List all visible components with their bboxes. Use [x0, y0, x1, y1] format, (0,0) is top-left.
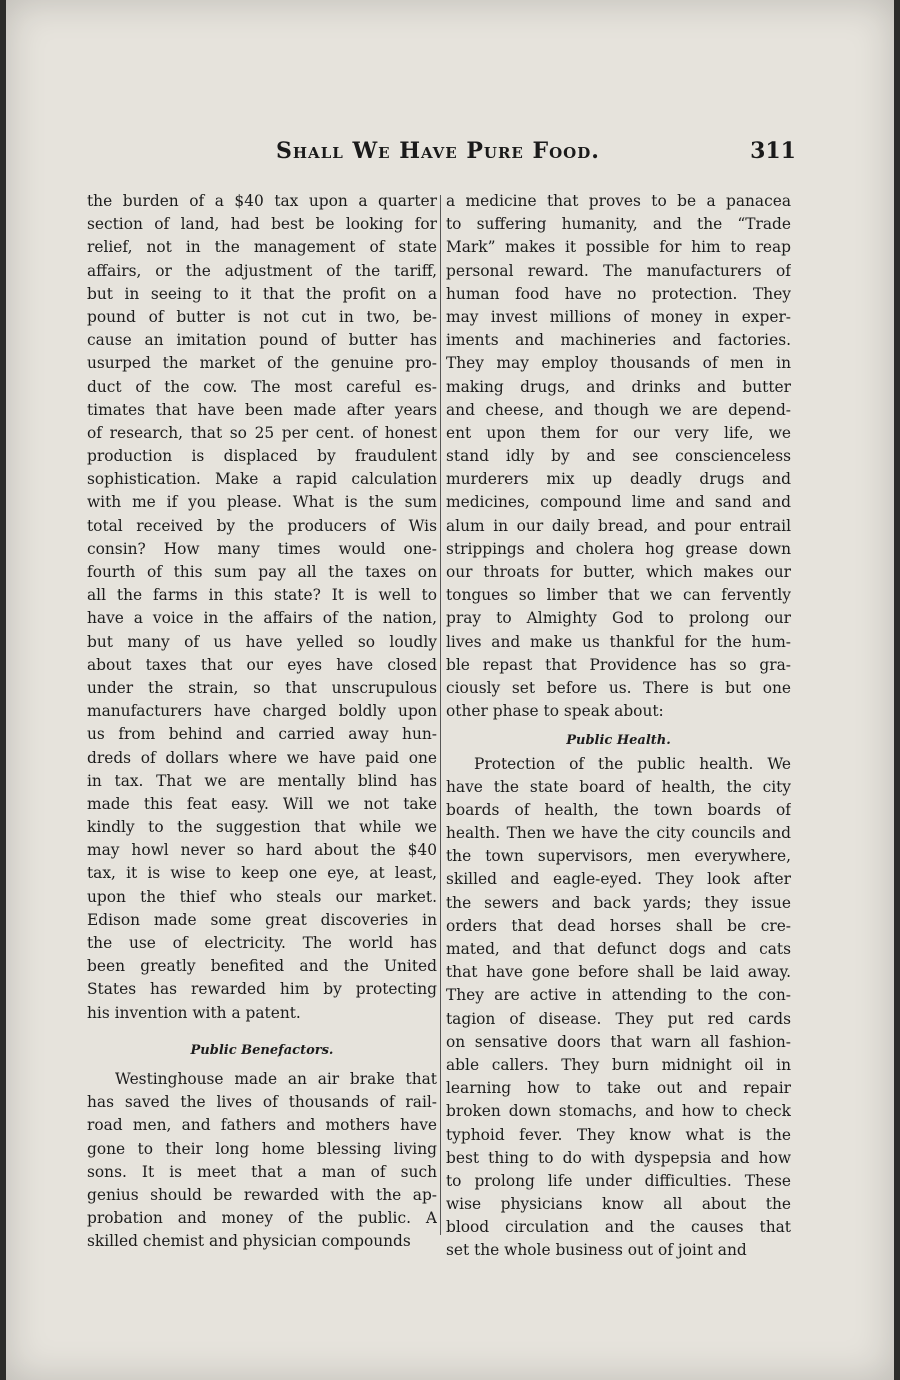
- text-line: mated, and that defunct dogs and cats: [446, 940, 791, 958]
- text-line: about taxes that our eyes have closed: [87, 655, 437, 674]
- text-line: timates that have been made after years: [87, 400, 437, 419]
- text-line: ent upon them for our very life, we: [446, 423, 791, 442]
- text-line: usurped the market of the genuine pro-: [87, 354, 437, 373]
- text-line: duct of the cow. The most careful es-: [87, 377, 437, 396]
- text-line: under the strain, so that unscrupulous: [87, 678, 437, 697]
- text-line: have a voice in the affairs of the nation,: [87, 609, 437, 628]
- text-line: all the farms in this state? It is well to: [87, 586, 437, 605]
- text-line: best thing to do with dyspepsia and how: [446, 1148, 791, 1167]
- text-line: to suffering humanity, and the “Trade: [446, 215, 791, 234]
- text-line: manufacturers have charged boldly upon: [87, 702, 437, 721]
- text-line: probation and money of the public. A: [87, 1209, 437, 1228]
- text-line: human food have no protection. They: [446, 284, 791, 303]
- text-line: consin? How many times would one-: [87, 539, 437, 558]
- text-line: They may employ thousands of men in: [446, 354, 791, 373]
- text-line: orders that dead horses shall be cre-: [446, 916, 791, 935]
- subheading-public-benefactors: Public Benefactors.: [190, 1042, 334, 1058]
- text-line: affairs, or the adjustment of the tariff,: [87, 261, 437, 280]
- text-line: road men, and fathers and mothers have: [87, 1116, 437, 1135]
- text-line: murderers mix up deadly drugs and: [446, 470, 791, 489]
- text-line: kindly to the suggestion that while we: [87, 818, 437, 837]
- text-line: other phase to speak about:: [446, 702, 664, 721]
- text-line: States has rewarded him by protecting: [87, 980, 437, 999]
- text-line: total received by the producers of Wis: [87, 516, 437, 535]
- text-line: alum in our daily bread, and pour entrail: [446, 516, 791, 535]
- text-line: They are active in attending to the con-: [446, 986, 791, 1005]
- right-column: [446, 190, 791, 1263]
- text-line: fourth of this sum pay all the taxes on: [87, 563, 437, 581]
- text-line: sophistication. Make a rapid calculation: [87, 470, 437, 489]
- text-line: pound of butter is not cut in two, be-: [87, 307, 437, 326]
- text-line: but in seeing to it that the profit on a: [87, 284, 437, 303]
- text-line: wise physicians know all about the: [446, 1195, 791, 1214]
- text-line: the sewers and back yards; they issue: [446, 893, 791, 912]
- text-line: in tax. That we are mentally blind has: [87, 771, 437, 790]
- page-number: 311: [750, 138, 796, 164]
- spacer: [87, 1025, 437, 1039]
- text-line: set the whole business out of joint and: [446, 1241, 747, 1260]
- text-line: tagion of disease. They put red cards: [446, 1009, 791, 1028]
- text-line: the town supervisors, men everywhere,: [446, 847, 791, 866]
- text-line: us from behind and carried away hun-: [87, 725, 437, 744]
- text-line: the use of electricity. The world has: [87, 934, 437, 952]
- text-line: boards of health, the town boards of: [446, 800, 791, 819]
- text-line: upon the thief who steals our market.: [87, 887, 437, 906]
- text-line: gone to their long home blessing living: [87, 1139, 437, 1158]
- text-line: but many of us have yelled so loudly: [87, 632, 437, 651]
- text-line: strippings and cholera hog grease down: [446, 539, 791, 558]
- text-line: section of land, had best be looking for: [87, 215, 437, 234]
- subheading-public-health: Public Health.: [566, 733, 671, 749]
- text-line: dreds of dollars where we have paid one: [87, 748, 437, 767]
- left-paragraph-2: [87, 1068, 437, 1254]
- scan-border-right: [894, 0, 900, 1380]
- text-line: health. Then we have the city councils and: [446, 824, 791, 843]
- text-line: lives and make us thankful for the hum-: [446, 632, 791, 651]
- text-line: and cheese, and though we are depend-: [446, 400, 791, 419]
- text-line: pray to Almighty God to prolong our: [446, 609, 791, 628]
- text-line: broken down stomachs, and how to check: [446, 1102, 791, 1121]
- text-line: production is displaced by fraudulent: [87, 447, 437, 466]
- text-line: tax, it is wise to keep one eye, at least,: [87, 864, 437, 883]
- text-line: able callers. They burn midnight oil in: [446, 1055, 791, 1074]
- text-line: been greatly benefited and the United: [87, 957, 437, 976]
- text-line: on sensative doors that warn all fashion-: [446, 1032, 791, 1051]
- text-line: a medicine that proves to be a panacea: [446, 192, 791, 210]
- page-header: [276, 138, 796, 172]
- text-line: blood circulation and the causes that: [446, 1218, 791, 1237]
- text-line: to prolong life under difficulties. These: [446, 1171, 791, 1190]
- text-line: Mark” makes it possible for him to reap: [446, 238, 791, 257]
- text-line: learning how to take out and repair: [446, 1079, 791, 1098]
- text-line: the burden of a $40 tax upon a quarter: [87, 192, 437, 210]
- right-paragraph-1: [446, 190, 791, 723]
- text-line: tongues so limber that we can fervently: [446, 586, 791, 605]
- running-title: Shall We Have Pure Food.: [276, 138, 600, 164]
- text-line: Protection of the public health. We: [474, 754, 791, 773]
- text-line: personal reward. The manufacturers of: [446, 261, 791, 280]
- text-line: medicines, compound lime and sand and: [446, 493, 791, 512]
- text-line: ble repast that Providence has so gra-: [446, 655, 791, 674]
- text-line: skilled chemist and physician compounds: [87, 1232, 411, 1251]
- text-line: his invention with a patent.: [87, 1003, 301, 1022]
- text-line: making drugs, and drinks and butter: [446, 377, 791, 396]
- text-line: of research, that so 25 per cent. of honest: [87, 423, 437, 442]
- text-line: has saved the lives of thousands of rail-: [87, 1093, 437, 1112]
- left-column: [87, 190, 437, 1253]
- text-line: skilled and eagle-eyed. They look after: [446, 870, 791, 889]
- text-line: genius should be rewarded with the ap-: [87, 1185, 437, 1204]
- text-line: that have gone before shall be laid away.: [446, 963, 791, 982]
- text-line: cause an imitation pound of butter has: [87, 331, 437, 350]
- text-line: ciously set before us. There is but one: [446, 678, 791, 697]
- text-line: made this feat easy. Will we not take: [87, 794, 437, 813]
- text-line: stand idly by and see conscienceless: [446, 447, 791, 466]
- left-paragraph-1: [87, 190, 437, 1025]
- text-line: may invest millions of money in exper-: [446, 307, 791, 326]
- text-line: may howl never so hard about the $40: [87, 841, 437, 860]
- text-line: relief, not in the management of state: [87, 238, 437, 257]
- text-line: sons. It is meet that a man of such: [87, 1162, 437, 1181]
- text-line: Edison made some great discoveries in: [87, 910, 437, 929]
- text-line: have the state board of health, the city: [446, 777, 791, 796]
- text-line: typhoid fever. They know what is the: [446, 1125, 791, 1144]
- column-divider: [440, 195, 441, 1235]
- right-paragraph-2: [446, 753, 791, 1263]
- text-line: iments and machineries and factories.: [446, 331, 791, 350]
- text-line: Westinghouse made an air brake that: [115, 1069, 437, 1088]
- text-line: with me if you please. What is the sum: [87, 493, 437, 512]
- text-line: our throats for butter, which makes our: [446, 563, 791, 581]
